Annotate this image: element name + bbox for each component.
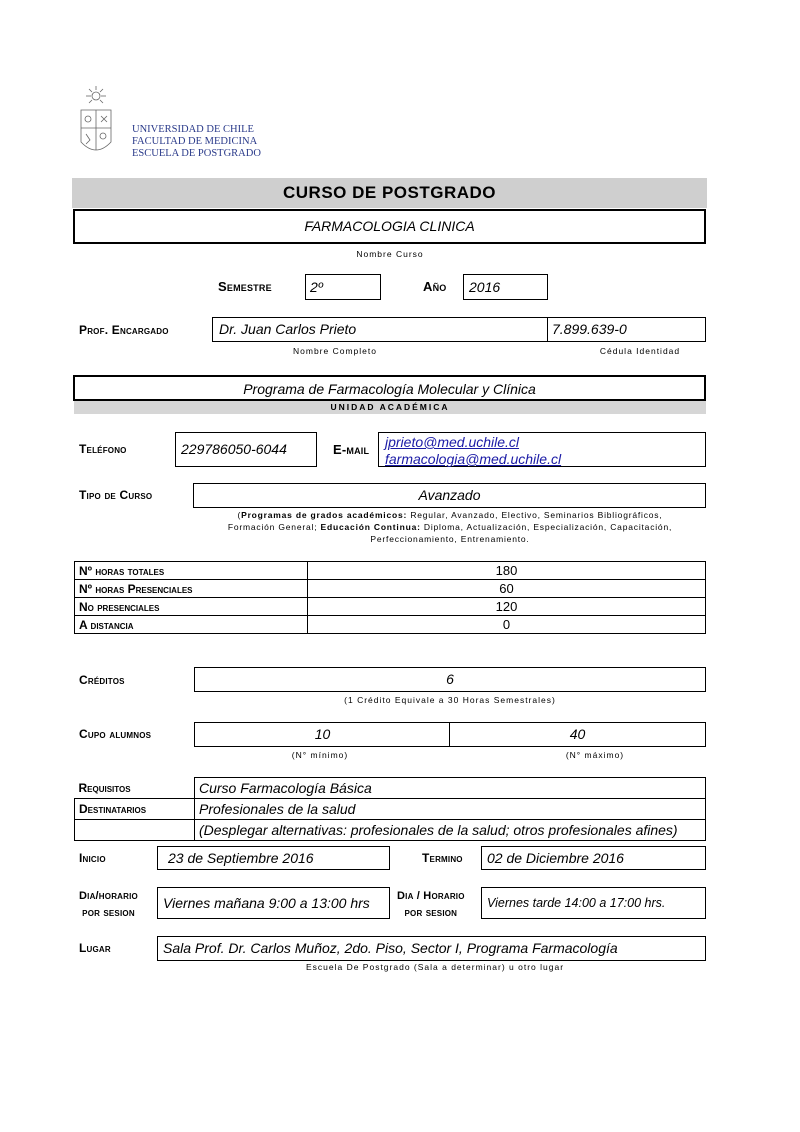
phone-field: [175, 432, 317, 467]
audience-empty-cell: [75, 820, 195, 841]
audience-label: Destinatarios: [75, 799, 195, 820]
audience-alternatives: (Desplegar alternativas: profesionales de la salud; otros profesionales afines): [195, 820, 706, 841]
place-caption: Escuela De Postgrado (Sala a determinar) u otro lugar: [305, 962, 565, 972]
session1-label: Dia/horario por sesion: [79, 890, 138, 919]
session2-value: Viernes tarde 14:00 a 17:00 hrs.: [487, 896, 666, 910]
university-seal-icon: [78, 84, 122, 160]
table-row: [75, 598, 706, 616]
quota-max-caption: (N° máximo): [565, 750, 625, 760]
course-name-field: [73, 209, 706, 244]
quota-label: Cupo alumnos: [79, 727, 152, 741]
quota-min-value: 10: [314, 726, 331, 742]
table-row: [75, 778, 706, 799]
hours-value: 180: [308, 562, 706, 580]
credits-value: 6: [446, 671, 454, 687]
start-label: Inicio: [79, 851, 106, 865]
professor-name-caption: Nombre Completo: [293, 346, 377, 356]
faculty-name: FACULTAD DE MEDICINA: [132, 136, 258, 147]
professor-id-caption: Cédula Identidad: [599, 346, 681, 356]
course-type-note: (Programas de grados académicos: Regular, Avanzado, Electivo, Seminarios Bibliográficos, Formación General; Educación Continua: Diploma, Actualización, Especialización, Capacitación, Perfeccionamiento, Entrenamiento.: [227, 510, 673, 544]
session1-value: Viernes mañana 9:00 a 13:00 hrs: [163, 895, 370, 911]
year-field: [463, 274, 548, 300]
semester-value: 2º: [310, 279, 323, 295]
hours-label: Nº horas Presenciales: [75, 580, 308, 598]
quota-max-field: [449, 722, 706, 747]
hours-table: [74, 561, 706, 634]
professor-name-field: [212, 317, 549, 342]
table-row: [75, 799, 706, 820]
year-label: Año: [423, 279, 447, 294]
hours-value: 120: [308, 598, 706, 616]
professor-id: 7.899.639-0: [552, 321, 627, 337]
course-type-label: Tipo de Curso: [79, 488, 153, 502]
professor-id-field: [547, 317, 706, 342]
requirements-label: Requisitos: [78, 780, 131, 795]
course-name: FARMACOLOGIA CLINICA: [304, 218, 475, 234]
credits-label: Créditos: [79, 673, 125, 687]
professor-name: Dr. Juan Carlos Prieto: [219, 321, 357, 337]
audience-value: Profesionales de la salud: [195, 799, 706, 820]
end-field: [481, 846, 706, 870]
hours-value: 0: [308, 616, 706, 634]
hours-value: 60: [308, 580, 706, 598]
university-name: UNIVERSIDAD DE CHILE: [132, 124, 254, 135]
university-seal: [78, 84, 122, 160]
table-row: [75, 580, 706, 598]
phone-label: Teléfono: [79, 442, 127, 456]
semester-field: [305, 274, 381, 300]
school-name: ESCUELA DE POSTGRADO: [132, 148, 261, 159]
academic-unit-caption-band: [74, 401, 706, 414]
quota-min-caption: (N° mínimo): [291, 750, 349, 760]
course-type-field: [193, 483, 706, 508]
academic-unit: Programa de Farmacología Molecular y Clínica: [243, 381, 536, 397]
course-name-caption: Nombre Curso: [356, 249, 424, 259]
email-label: E-mail: [333, 442, 370, 457]
requirements-value: Curso Farmacología Básica: [195, 778, 706, 799]
requirements-table: [74, 777, 706, 841]
quota-max-value: 40: [569, 726, 586, 742]
place-value: Sala Prof. Dr. Carlos Muñoz, 2do. Piso, Sector I, Programa Farmacología: [163, 940, 618, 956]
start-value: 23 de Septiembre 2016: [168, 850, 314, 866]
session1-field: [157, 887, 390, 919]
session2-label: Dia / Horario por sesion: [397, 890, 465, 919]
academic-unit-caption: UNIDAD ACADÉMICA: [330, 402, 450, 412]
academic-unit-field: [73, 375, 706, 401]
email-field: [378, 432, 706, 467]
quota-min-field: [194, 722, 451, 747]
hours-label: A distancia: [75, 616, 308, 634]
credits-field: [194, 667, 706, 692]
hours-label: Nº horas totales: [75, 562, 308, 580]
table-row: [75, 616, 706, 634]
start-field: [157, 846, 390, 870]
session2-field: [481, 887, 706, 919]
professor-label: Prof. Encargado: [79, 323, 169, 337]
table-row: [75, 820, 706, 841]
end-label: Termino: [422, 851, 463, 865]
course-type-value: Avanzado: [418, 487, 481, 503]
place-field: [157, 936, 706, 961]
place-label: Lugar: [79, 941, 111, 955]
table-row: [75, 562, 706, 580]
email-link-2[interactable]: farmacologia@med.uchile.cl: [385, 451, 562, 467]
institution-names: [132, 124, 261, 160]
hours-label: No presenciales: [75, 598, 308, 616]
end-value: 02 de Diciembre 2016: [487, 850, 624, 866]
semester-label: Semestre: [218, 279, 272, 294]
email-link-1[interactable]: jprieto@med.uchile.cl: [385, 434, 520, 450]
phone-value: 229786050-6044: [181, 441, 287, 457]
page-title: CURSO DE POSTGRADO: [72, 178, 707, 208]
year-value: 2016: [469, 279, 501, 295]
credits-caption: (1 Crédito Equivale a 30 Horas Semestrales): [344, 695, 556, 705]
